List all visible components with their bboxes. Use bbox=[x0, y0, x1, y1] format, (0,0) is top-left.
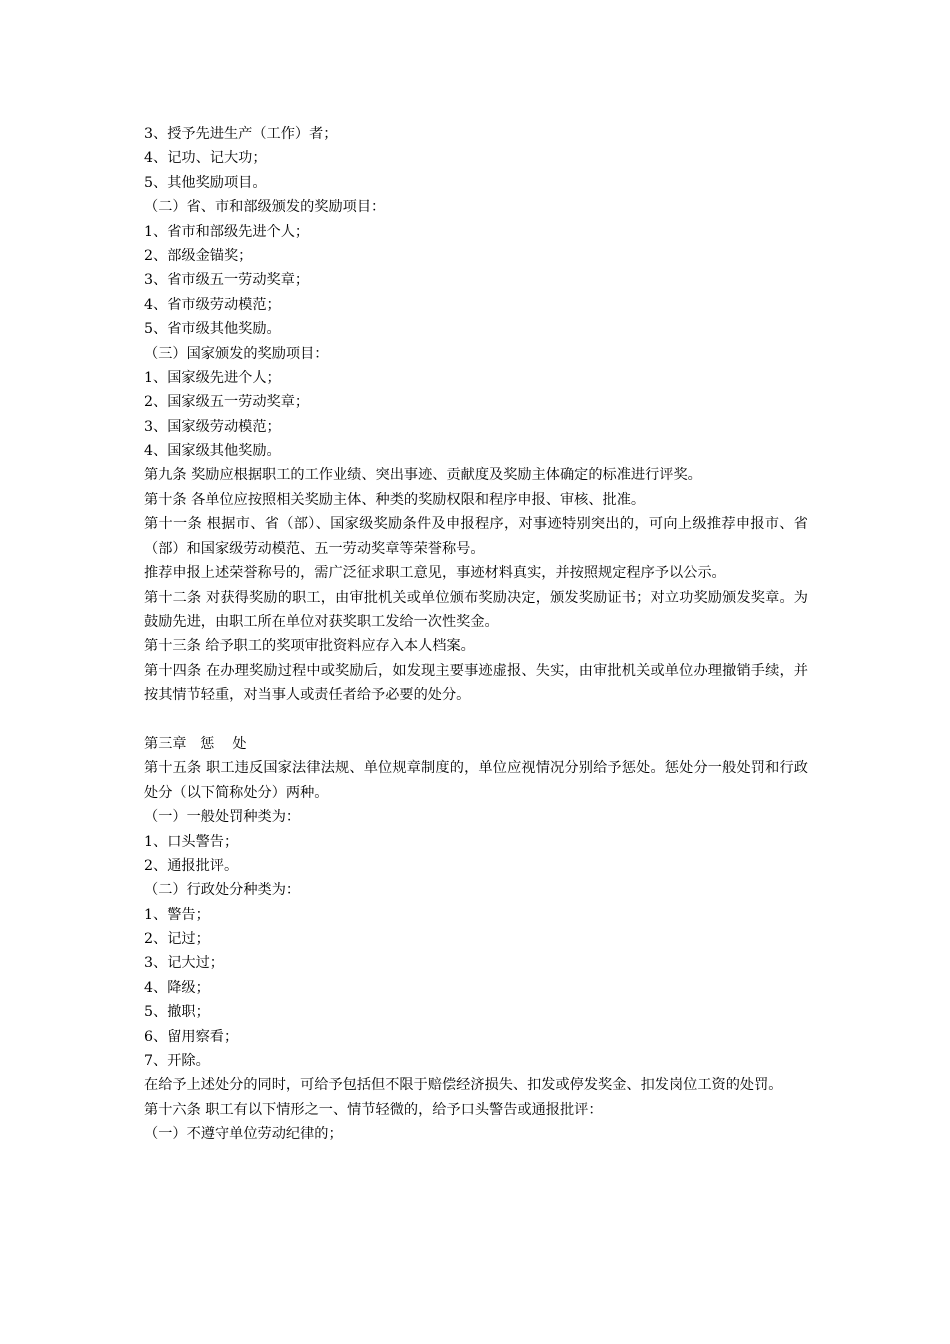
list-item: 2、通报批评。 bbox=[144, 857, 239, 874]
list-item: 4、国家级其他奖励。 bbox=[144, 443, 281, 460]
list-item: 3、国家级劳动模范； bbox=[144, 418, 281, 435]
section-subheading: （三）国家颁发的奖励项目： bbox=[144, 345, 329, 362]
list-item: 1、警告； bbox=[144, 906, 210, 923]
article-paragraph: 第十二条 对获得奖励的职工，由审批机关或单位颁布奖励决定，颁发奖励证书；对立功奖励颁发奖章。为鼓励先进，由职工所在单位对获奖职工发给一次性奖金。 bbox=[144, 589, 808, 630]
article-paragraph: 第十条 各单位应按照相关奖励主体、种类的奖励权限和程序申报、审核、批准。 bbox=[144, 491, 646, 508]
list-item: （一）不遵守单位劳动纪律的； bbox=[144, 1126, 343, 1143]
list-item: 1、国家级先进个人； bbox=[144, 369, 281, 386]
article-paragraph: 第十六条 职工有以下情形之一、情节轻微的，给予口头警告或通报批评： bbox=[144, 1101, 603, 1118]
list-item: 2、国家级五一劳动奖章； bbox=[144, 394, 310, 411]
article-paragraph: 第十三条 给予职工的奖项审批资料应存入本人档案。 bbox=[144, 638, 475, 655]
list-item: 3、省市级五一劳动奖章； bbox=[144, 272, 310, 289]
list-item: 4、省市级劳动模范； bbox=[144, 296, 281, 313]
article-paragraph: 在给予上述处分的同时，可给予包括但不限于赔偿经济损失、扣发或停发奖金、扣发岗位工资的处罚。 bbox=[144, 1077, 783, 1094]
list-item: 4、记功、记大功； bbox=[144, 150, 267, 167]
article-paragraph: 第十五条 职工违反国家法律法规、单位规章制度的，单位应视情况分别给予惩处。惩处分一般处罚和行政处分（以下简称处分）两种。 bbox=[144, 760, 808, 801]
list-item: 3、记大过； bbox=[144, 955, 224, 972]
list-item: 1、省市和部级先进个人； bbox=[144, 223, 310, 240]
list-item: 1、口头警告； bbox=[144, 833, 239, 850]
list-item: 5、撤职； bbox=[144, 1004, 210, 1021]
list-item: 4、降级； bbox=[144, 979, 210, 996]
list-item: 6、留用察看； bbox=[144, 1028, 239, 1045]
section-subheading: （一）一般处罚种类为： bbox=[144, 809, 301, 826]
article-paragraph: 第十四条 在办理奖励过程中或奖励后，如发现主要事迹虚报、失实，由审批机关或单位办理撤销手续，并按其情节轻重，对当事人或责任者给予必要的处分。 bbox=[144, 662, 808, 704]
list-item: 5、省市级其他奖励。 bbox=[144, 321, 281, 338]
list-item: 3、授予先进生产（工作）者； bbox=[144, 126, 338, 142]
blank-line bbox=[144, 708, 808, 732]
list-item: 2、部级金锚奖； bbox=[144, 247, 253, 264]
list-item: 5、其他奖励项目。 bbox=[144, 174, 267, 191]
article-paragraph: 推荐申报上述荣誉称号的，需广泛征求职工意见，事迹材料真实，并按照规定程序予以公示。 bbox=[144, 565, 726, 582]
article-paragraph: 第十一条 根据市、省（部）、国家级奖励条件及申报程序，对事迹特别突出的，可向上级推荐申报市、省（部）和国家级劳动模范、五一劳动奖章等荣誉称号。 bbox=[144, 516, 808, 557]
list-item: 2、记过； bbox=[144, 931, 210, 948]
document-body bbox=[144, 122, 808, 1147]
chapter-heading: 第三章 惩 处 bbox=[144, 735, 247, 752]
list-item: 7、开除。 bbox=[144, 1053, 210, 1070]
section-subheading: （二）省、市和部级颁发的奖励项目： bbox=[144, 199, 386, 216]
article-paragraph: 第九条 奖励应根据职工的工作业绩、突出事迹、贡献度及奖励主体确定的标准进行评奖。 bbox=[144, 467, 702, 484]
section-subheading: （二）行政处分种类为： bbox=[144, 882, 301, 899]
